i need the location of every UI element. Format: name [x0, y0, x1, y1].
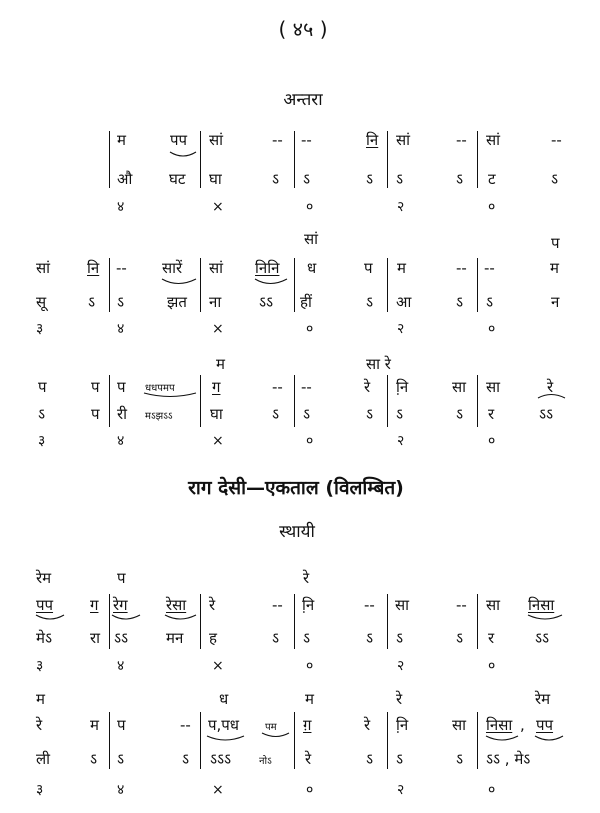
swar: सां — [36, 259, 51, 277]
kan-swar: रे — [303, 569, 310, 587]
meend-arc — [144, 393, 196, 397]
page-number: ( ४५ ) — [278, 17, 328, 41]
beat-marker: ३ — [36, 321, 44, 337]
swar: नि — [87, 259, 100, 277]
lyric: ट — [488, 170, 496, 188]
avagraha: ऽ — [272, 405, 280, 423]
lyric: हीं — [300, 293, 312, 311]
avagraha: ऽ — [396, 629, 404, 647]
lyric: र — [488, 405, 495, 423]
beat-marker: × — [212, 199, 224, 215]
swar: प — [117, 716, 126, 734]
beat-marker: ० — [306, 321, 314, 337]
kan-swar: सा रे — [366, 355, 391, 373]
beat-marker: २ — [397, 321, 405, 337]
swar: सां — [209, 259, 224, 277]
avagraha: ऽ — [551, 170, 559, 188]
dash: -- — [272, 378, 283, 396]
meend-arc — [36, 615, 64, 619]
lyric: मेऽ — [36, 629, 52, 647]
swar: पम — [265, 722, 277, 733]
lyric: ह — [209, 629, 217, 647]
lyric: झत — [167, 293, 187, 311]
swar: ग — [90, 596, 99, 614]
meend-arc — [162, 279, 196, 284]
beat-marker: २ — [397, 199, 405, 215]
kan-swar: रेम — [36, 569, 52, 587]
avagraha: ऽ — [38, 405, 46, 423]
swar: रेसा — [166, 596, 187, 614]
lyric: घट — [169, 170, 186, 188]
beat-marker: २ — [397, 658, 405, 674]
beat-marker: ० — [488, 199, 496, 215]
beat-marker: ३ — [36, 782, 44, 798]
lyric: ऽऽ — [539, 405, 554, 423]
swar: पप — [36, 596, 54, 614]
swar: म — [397, 259, 406, 277]
lyric: आ — [396, 293, 412, 311]
meend-arc — [255, 279, 287, 284]
swar: प — [38, 378, 47, 396]
meend-arc — [528, 615, 562, 619]
beat-marker: ३ — [36, 658, 44, 674]
avagraha: ऽ — [456, 629, 464, 647]
swar: प — [117, 378, 126, 396]
meend-arc — [262, 733, 289, 737]
avagraha: ऽ — [117, 293, 125, 311]
avagraha: ऽ — [366, 629, 374, 647]
beat-marker: २ — [397, 782, 405, 798]
swar: ध — [307, 259, 317, 277]
swar: नि़ — [396, 716, 409, 734]
dash: -- — [456, 131, 467, 149]
avagraha: ऽ — [456, 293, 464, 311]
avagraha: ऽ — [303, 405, 311, 423]
beat-marker: ० — [306, 782, 314, 798]
lyric: न — [551, 293, 560, 311]
kan-swar: रे — [396, 690, 403, 708]
beat-marker: ० — [306, 658, 314, 674]
lyric: रा — [90, 629, 101, 647]
swar: नि़ — [396, 378, 409, 396]
lyric: ना — [209, 293, 222, 311]
avagraha: ऽ — [272, 170, 280, 188]
dash: -- — [180, 716, 191, 734]
avagraha: ऽ — [396, 750, 404, 768]
avagraha: ऽ — [456, 750, 464, 768]
swar: रे — [364, 716, 371, 734]
beat-marker: ० — [306, 199, 314, 215]
beat-marker: × — [212, 658, 224, 674]
dash: -- — [301, 131, 312, 149]
lyric: घा — [210, 405, 223, 423]
swar: प,पध — [208, 716, 240, 734]
dash: -- — [484, 259, 495, 277]
swar: सां — [209, 131, 224, 149]
beat-marker: ० — [488, 658, 496, 674]
lyric: प — [91, 405, 100, 423]
beat-marker: ० — [488, 433, 496, 449]
avagraha: ऽ — [486, 293, 494, 311]
swar: सा — [486, 378, 501, 396]
avagraha: ऽ — [182, 750, 190, 768]
swar: सा — [452, 716, 467, 734]
swar: रे — [547, 378, 554, 396]
meend-arc — [486, 736, 518, 740]
avagraha: ऽ — [366, 750, 374, 768]
avagraha: ऽ — [303, 170, 311, 188]
beat-marker: × — [212, 321, 224, 337]
swar: सां — [396, 131, 411, 149]
avagraha: ऽ — [88, 293, 96, 311]
dash: -- — [116, 259, 127, 277]
lyric: रे — [305, 750, 312, 768]
avagraha: ऽ — [117, 750, 125, 768]
beat-marker: २ — [397, 433, 405, 449]
avagraha: ऽ — [456, 170, 464, 188]
swar: म — [117, 131, 126, 149]
avagraha: ऽ — [366, 405, 374, 423]
kan-swar: म — [305, 690, 314, 708]
avagraha: ऽ — [303, 629, 311, 647]
meend-arc — [112, 615, 140, 619]
kan-swar: प — [551, 234, 560, 252]
kan-swar: प — [117, 569, 126, 587]
raag-title: राग देसी—एकताल (विलम्बित) — [188, 477, 404, 499]
dash: -- — [456, 259, 467, 277]
swar: म — [550, 259, 559, 277]
beat-marker: ४ — [117, 199, 125, 215]
kan-swar: ध — [219, 690, 229, 708]
swar: नि — [366, 131, 379, 149]
kan-swar: रेम — [535, 690, 551, 708]
lyric: ऽऽ — [114, 629, 129, 647]
beat-marker: ४ — [117, 321, 125, 337]
avagraha: ऽ — [366, 293, 374, 311]
swar: निसा — [528, 596, 555, 614]
beat-marker: ४ — [117, 782, 125, 798]
avagraha: ऽ — [90, 750, 98, 768]
avagraha: ऽ — [366, 170, 374, 188]
lyric: घा — [209, 170, 222, 188]
lyric: ली — [36, 750, 51, 768]
beat-marker: ४ — [117, 433, 125, 449]
avagraha: ऽ — [396, 170, 404, 188]
swar: निनि — [255, 259, 280, 277]
lyric: मन — [166, 629, 184, 647]
swar: ग — [212, 378, 221, 396]
swar: सारें — [162, 259, 183, 277]
swar: पप — [536, 716, 554, 734]
lyric: र — [488, 629, 495, 647]
beat-marker: ४ — [117, 658, 125, 674]
lyric: ऽऽऽ — [210, 750, 232, 768]
dash: -- — [456, 596, 467, 614]
swar: ग़ — [303, 716, 312, 734]
beat-marker: × — [212, 782, 224, 798]
lyric: नोऽ — [259, 756, 272, 767]
dash: -- — [364, 596, 375, 614]
lyric: औ — [117, 170, 133, 188]
swar: रेग — [113, 596, 128, 614]
swar: पप — [170, 131, 188, 149]
dash: -- — [272, 131, 283, 149]
dash: -- — [272, 596, 283, 614]
beat-marker: ३ — [38, 433, 46, 449]
swar: सा — [452, 378, 467, 396]
swar: प — [91, 378, 100, 396]
dash: -- — [301, 378, 312, 396]
section-heading-antara: अन्तरा — [283, 90, 323, 110]
meend-arc — [165, 615, 196, 619]
avagraha: ऽ — [272, 629, 280, 647]
kan-swar: सां — [304, 230, 319, 248]
beat-marker: ० — [488, 321, 496, 337]
swar: रे — [36, 716, 43, 734]
swar: सा — [395, 596, 410, 614]
lyric: ऽऽ , मेऽ — [486, 750, 531, 768]
swar: सा — [486, 596, 501, 614]
beat-marker: × — [212, 433, 224, 449]
swar: रे — [209, 596, 216, 614]
swar: म — [90, 716, 99, 734]
swar: नि़ — [302, 596, 315, 614]
lyric: सू — [36, 293, 47, 311]
swar: रे — [364, 378, 371, 396]
meend-arc — [207, 736, 244, 740]
lyric: री — [117, 405, 128, 423]
lyric: ऽऽ — [535, 629, 550, 647]
swar: प — [364, 259, 373, 277]
avagraha: ऽ — [396, 405, 404, 423]
meend-arc — [170, 152, 196, 156]
beat-marker: ० — [306, 433, 314, 449]
beat-marker: ० — [488, 782, 496, 798]
swar-run: धधपमप — [145, 383, 175, 394]
dash: -- — [551, 131, 562, 149]
avagraha: ऽ — [456, 405, 464, 423]
kan-swar: म — [36, 690, 45, 708]
comma: , — [520, 716, 525, 734]
swar: निसा — [486, 716, 513, 734]
lyric: ऽऽ — [259, 293, 274, 311]
lyric-run: मऽझऽऽ — [145, 411, 173, 422]
meend-arc — [538, 395, 565, 399]
kan-swar: म — [216, 355, 225, 373]
meend-arc — [535, 736, 563, 740]
section-heading-sthayi: स्थायी — [279, 522, 315, 542]
swar: सां — [486, 131, 501, 149]
